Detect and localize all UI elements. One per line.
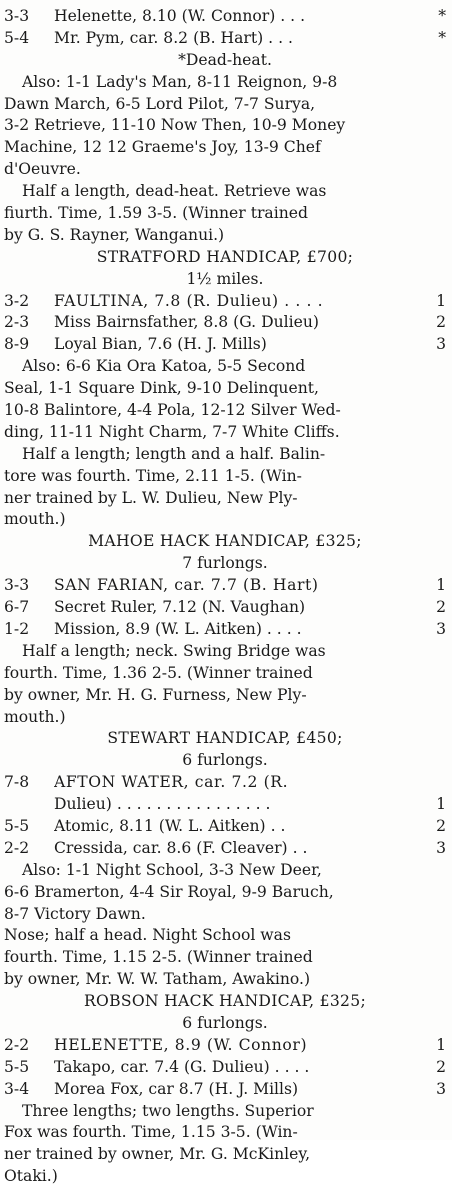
- placing: 2: [436, 1057, 446, 1076]
- race-entry: [4, 838, 446, 860]
- race-entry: [4, 1079, 446, 1101]
- result-summary-line: fourth. Time, 1.36 2-5. (Winner trained: [4, 663, 313, 682]
- horse-detail: Atomic, 8.11 (W. L. Aitken) . .: [54, 816, 286, 835]
- result-summary-line: by owner, Mr. H. G. Furness, New Ply-: [4, 685, 307, 704]
- result-summary-line: Nose; half a head. Night School was: [4, 926, 291, 945]
- also-ran-line: 8-7 Victory Dawn.: [4, 904, 146, 923]
- odds: 5-5: [4, 1057, 30, 1076]
- also-ran-line: Dawn March, 6-5 Lord Pilot, 7-7 Surya,: [4, 94, 316, 113]
- race-entry: [4, 575, 446, 597]
- also-ran-line: 10-8 Balintore, 4-4 Pola, 12-12 Silver Wed-: [4, 401, 341, 420]
- horse-detail: Takapo, car. 7.4 (G. Dulieu) . . . .: [54, 1057, 310, 1076]
- result-summary-line: fourth. Time, 1.15 2-5. (Winner trained: [4, 948, 313, 967]
- odds: 7-8: [4, 773, 30, 792]
- also-ran-line: d'Oeuvre.: [4, 160, 81, 179]
- horse-detail: Helenette, 8.10 (W. Connor) . . .: [54, 7, 306, 25]
- horse-detail: Loyal Bian, 7.6 (H. J. Mills): [54, 335, 267, 354]
- race-entry: [4, 597, 446, 619]
- horse-detail: Cressida, car. 8.6 (F. Cleaver) . .: [54, 838, 308, 857]
- odds: 3-3: [4, 7, 30, 25]
- odds: 2-3: [4, 313, 30, 332]
- race-entry: [4, 6, 446, 28]
- also-ran-line: Also: 1-1 Night School, 3-3 New Deer,: [22, 860, 322, 879]
- race-distance: 6 furlongs.: [182, 751, 268, 770]
- placing: 1: [436, 1035, 446, 1054]
- also-ran-line: ding, 11-11 Night Charm, 7-7 White Cliffs.: [4, 422, 340, 441]
- odds: 2-2: [4, 1035, 30, 1054]
- also-ran-line: 3-2 Retrieve, 11-10 Now Then, 10-9 Money: [4, 116, 346, 135]
- result-summary-line: Fox was fourth. Time, 1.15 3-5. (Win-: [4, 1123, 298, 1142]
- race-entry: [4, 619, 446, 641]
- race-title: STRATFORD HANDICAP, £700;: [96, 247, 354, 266]
- result-summary-line: Half a length; length and a half. Balin-: [22, 444, 326, 463]
- horse-detail: Mission, 8.9 (W. L. Aitken) . . . .: [54, 619, 302, 638]
- race-title: ROBSON HACK HANDICAP, £325;: [83, 992, 367, 1011]
- horse-detail: FAULTINA, 7.8 (R. Dulieu) . . . .: [54, 291, 324, 310]
- placing: *: [438, 28, 446, 47]
- placing: 3: [436, 619, 446, 638]
- result-summary-line: ner trained by owner, Mr. G. McKinley,: [4, 1145, 311, 1164]
- odds: 3-2: [4, 291, 30, 310]
- also-ran-line: 6-6 Bramerton, 4-4 Sir Royal, 9-9 Baruch,: [4, 882, 334, 901]
- result-summary-line: Half a length, dead-heat. Retrieve was: [22, 182, 327, 201]
- odds: 3-4: [4, 1079, 30, 1098]
- horse-detail: Mr. Pym, car. 8.2 (B. Hart) . . .: [54, 28, 293, 47]
- placing: 3: [436, 838, 446, 857]
- result-summary-line: mouth.): [4, 510, 66, 529]
- placing: 2: [436, 598, 446, 617]
- result-summary-line: fiurth. Time, 1.59 3-5. (Winner trained: [4, 204, 308, 223]
- odds: 5-5: [4, 816, 30, 835]
- result-summary-line: by G. S. Rayner, Wanganui.): [4, 225, 225, 244]
- odds: 8-9: [4, 335, 30, 354]
- race-entry: [4, 291, 446, 313]
- result-summary-line: ner trained by L. W. Dulieu, New Ply-: [4, 488, 298, 507]
- also-ran-line: Also: 6-6 Kia Ora Katoa, 5-5 Second: [22, 357, 306, 376]
- result-summary-line: Half a length; neck. Swing Bridge was: [22, 641, 326, 660]
- race-entry: [4, 1035, 446, 1057]
- also-ran-line: Also: 1-1 Lady's Man, 8-11 Reignon, 9-8: [22, 72, 338, 91]
- result-summary-line: tore was fourth. Time, 2.11 1-5. (Win-: [4, 466, 302, 485]
- race-entry: [4, 28, 446, 50]
- horse-detail: Dulieu) . . . . . . . . . . . . . . . .: [54, 795, 271, 814]
- horse-detail: SAN FARIAN, car. 7.7 (B. Hart): [54, 576, 319, 595]
- placing: 1: [436, 576, 446, 595]
- placing: 1: [436, 795, 446, 814]
- result-summary-line: Otaki.): [4, 1167, 58, 1186]
- result-summary-line: mouth.): [4, 707, 66, 726]
- odds: 2-2: [4, 838, 30, 857]
- placing: 3: [436, 1079, 446, 1098]
- race-entry-continued: [4, 794, 446, 816]
- also-ran-line: Seal, 1-1 Square Dink, 9-10 Delinquent,: [4, 379, 319, 398]
- result-summary-line: Three lengths; two lengths. Superior: [22, 1101, 314, 1120]
- horse-detail: Miss Bairnsfather, 8.8 (G. Dulieu): [54, 313, 319, 332]
- horse-detail: Morea Fox, car 8.7 (H. J. Mills): [54, 1079, 299, 1098]
- placing: 2: [436, 816, 446, 835]
- odds: 3-3: [4, 576, 30, 595]
- race-entry: [4, 816, 446, 838]
- placing: 3: [436, 335, 446, 354]
- race-entry: [4, 1057, 446, 1079]
- result-summary-line: by owner, Mr. W. W. Tatham, Awakino.): [4, 970, 311, 989]
- race-distance: 7 furlongs.: [182, 554, 268, 573]
- odds: 5-4: [4, 28, 30, 47]
- placing: 2: [436, 313, 446, 332]
- horse-detail: HELENETTE, 8.9 (W. Connor): [54, 1035, 308, 1054]
- horse-detail: Secret Ruler, 7.12 (N. Vaughan): [54, 598, 306, 617]
- odds: 1-2: [4, 619, 30, 638]
- race-distance: 6 furlongs.: [182, 1013, 268, 1032]
- race-title: STEWART HANDICAP, £450;: [107, 729, 343, 748]
- race-title: MAHOE HACK HANDICAP, £325;: [88, 532, 362, 551]
- horse-detail: AFTON WATER, car. 7.2 (R.: [54, 773, 289, 792]
- dead-heat-note: *Dead-heat.: [178, 50, 272, 69]
- odds: 6-7: [4, 598, 30, 617]
- placing: 1: [436, 291, 446, 310]
- also-ran-line: Machine, 12 12 Graeme's Joy, 13-9 Chef: [4, 138, 321, 157]
- race-entry: [4, 772, 446, 794]
- race-distance: 1½ miles.: [186, 269, 264, 288]
- placing: *: [438, 7, 446, 25]
- race-entry: [4, 312, 446, 334]
- race-entry: [4, 334, 446, 356]
